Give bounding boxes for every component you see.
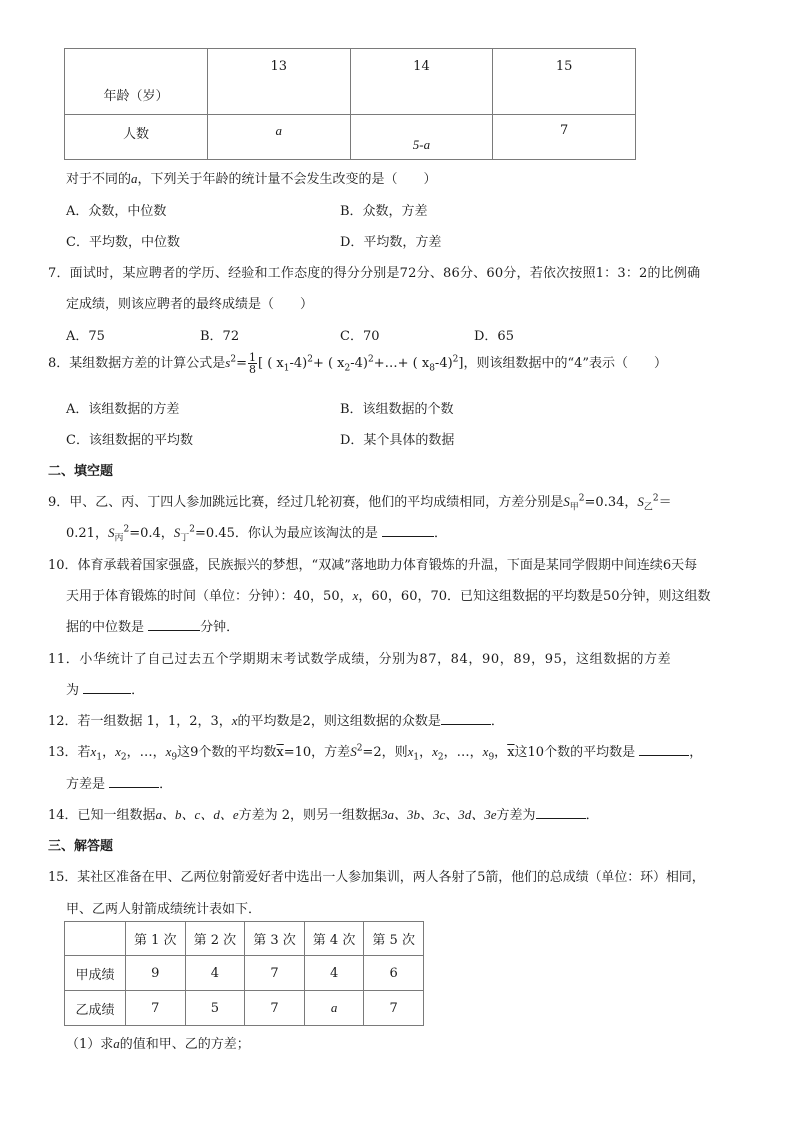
age-13-cell: 13 — [207, 49, 350, 115]
score-header-1: 第 1 次 — [126, 922, 186, 956]
count-5a-cell: 5-a — [350, 115, 493, 160]
q7-line2: 定成绩，则该应聘者的最终成绩是（ ） — [66, 297, 314, 312]
jia-score-2: 4 — [185, 956, 245, 991]
q13-variance-blank[interactable] — [109, 775, 159, 788]
q9-line2: 0.21，$S_丙^2=0.4$，$S_丁^2=0.45$．你认为最应该淘汰的是 ． — [66, 524, 448, 544]
q15-line2: 甲、乙两人射箭成绩统计表如下． — [66, 902, 262, 917]
q7-option-c[interactable]: C．70 — [340, 329, 380, 344]
age-header-cell: 年龄（岁） — [65, 49, 208, 115]
yi-score-2: 5 — [185, 991, 245, 1026]
section-fill-in-heading: 二、填空题 — [48, 464, 114, 479]
q6-option-a[interactable]: A．众数，中位数 — [66, 204, 167, 219]
q7-option-b[interactable]: B．72 — [200, 329, 240, 344]
q11-answer-blank[interactable] — [83, 681, 131, 694]
q8-option-d[interactable]: D．某个具体的数据 — [340, 433, 455, 448]
count-7-cell: 7 — [493, 115, 636, 160]
q7-option-d[interactable]: D．65 — [474, 329, 514, 344]
yi-score-1: 7 — [126, 991, 186, 1026]
q8-option-b[interactable]: B．该组数据的个数 — [340, 402, 454, 417]
yi-score-4: a — [304, 991, 364, 1026]
q12-line: 12．若一组数据 1，1，2，3，x的平均数是2，则这组数据的众数是 ． — [48, 713, 504, 729]
jia-score-label: 甲成绩 — [65, 956, 126, 991]
jia-score-4: 4 — [304, 956, 364, 991]
jia-score-1: 9 — [126, 956, 186, 991]
archery-score-table — [64, 921, 424, 1026]
jia-score-3: 7 — [245, 956, 305, 991]
q6-option-c[interactable]: C．平均数，中位数 — [66, 235, 180, 250]
q8-option-c[interactable]: C．该组数据的平均数 — [66, 433, 193, 448]
q10-line3: 据的中位数是 分钟． — [66, 620, 240, 635]
q14-answer-blank[interactable] — [536, 806, 586, 819]
score-header-2: 第 2 次 — [185, 922, 245, 956]
q6-option-b[interactable]: B．众数，方差 — [340, 204, 428, 219]
q10-answer-blank[interactable] — [148, 618, 200, 631]
q8-option-a[interactable]: A．该组数据的方差 — [66, 402, 180, 417]
count-header-cell: 人数 — [65, 115, 208, 160]
fraction-one-eighth: $\frac{1}{8}$ — [248, 351, 256, 376]
q13-line1: 13．若$x_1$，$x_2$，…，$x_9$这9个数的平均数$\overline{x}=10$，方差$S^2=2$，则$x_1$，$x_2$，…，$x_9$，$\overline{x}$这10个数的平均数是 ， — [48, 743, 703, 763]
yi-score-5: 7 — [364, 991, 424, 1026]
q15-sub1: （1）求a的值和甲、乙的方差； — [66, 1036, 250, 1052]
age-14-cell: 14 — [350, 49, 493, 115]
q9-line1: 9．甲、乙、丙、丁四人参加跳远比赛，经过几轮初赛，他们的平均成绩相同，方差分别是$S_甲^2=0.34$，$S_乙^2=$ — [48, 493, 672, 513]
count-a-cell: a — [207, 115, 350, 160]
q13-mean-blank[interactable] — [639, 743, 689, 756]
q6-stem: 对于不同的a，下列关于年龄的统计量不会发生改变的是（ ） — [66, 171, 437, 187]
yi-score-3: 7 — [245, 991, 305, 1026]
q10-line2: 天用于体育锻炼的时间（单位：分钟）：40，50，x，60，60，70．已知这组数据的平均数是50分钟，则这组数 — [66, 588, 711, 604]
q14-line: 14．已知一组数据a、b、c、d、e方差为 2，则另一组数据3a、3b、3c、3d、3e方差为 ． — [48, 807, 599, 823]
q8-stem: 8．某组数据方差的计算公式是$s^2=$ $\frac{1}{8}$ [ ( $x_1-4)^2+$ ( $x_2-4)^2+\dots+$ ( $x_8-4)^2$]，则该组数据中的“4”表示（ ） — [48, 351, 668, 376]
jia-score-5: 6 — [364, 956, 424, 991]
q11-line2: 为 ． — [66, 683, 145, 698]
q13-line2: 方差是 ． — [66, 777, 173, 792]
score-header-5: 第 5 次 — [364, 922, 424, 956]
section-solve-heading: 三、解答题 — [48, 839, 114, 854]
q11-line1: 11．小华统计了自己过去五个学期期末考试数学成绩，分别为87，84，90，89，95，这组数据的方差 — [48, 652, 672, 667]
q10-line1: 10．体育承载着国家强盛，民族振兴的梦想，“双减”落地助力体育锻炼的升温，下面是某同学假期中间连续6天每 — [48, 558, 698, 573]
q7-option-a[interactable]: A．75 — [66, 329, 105, 344]
age-15-cell: 15 — [493, 49, 636, 115]
q15-line1: 15．某社区准备在甲、乙两位射箭爱好者中选出一人参加集训，两人各射了5箭，他们的总成绩（单位：环）相同， — [48, 870, 705, 885]
q7-line1: 7．面试时，某应聘者的学历、经验和工作态度的得分分别是72分、86分、60分，若依次按照1：3：2的比例确 — [48, 266, 701, 281]
score-header-3: 第 3 次 — [245, 922, 305, 956]
q6-option-d[interactable]: D．平均数，方差 — [340, 235, 442, 250]
yi-score-label: 乙成绩 — [65, 991, 126, 1026]
score-header-4: 第 4 次 — [304, 922, 364, 956]
score-header-blank — [65, 922, 126, 956]
q12-answer-blank[interactable] — [441, 712, 491, 725]
age-table — [64, 48, 636, 160]
q9-answer-blank[interactable] — [382, 524, 434, 537]
